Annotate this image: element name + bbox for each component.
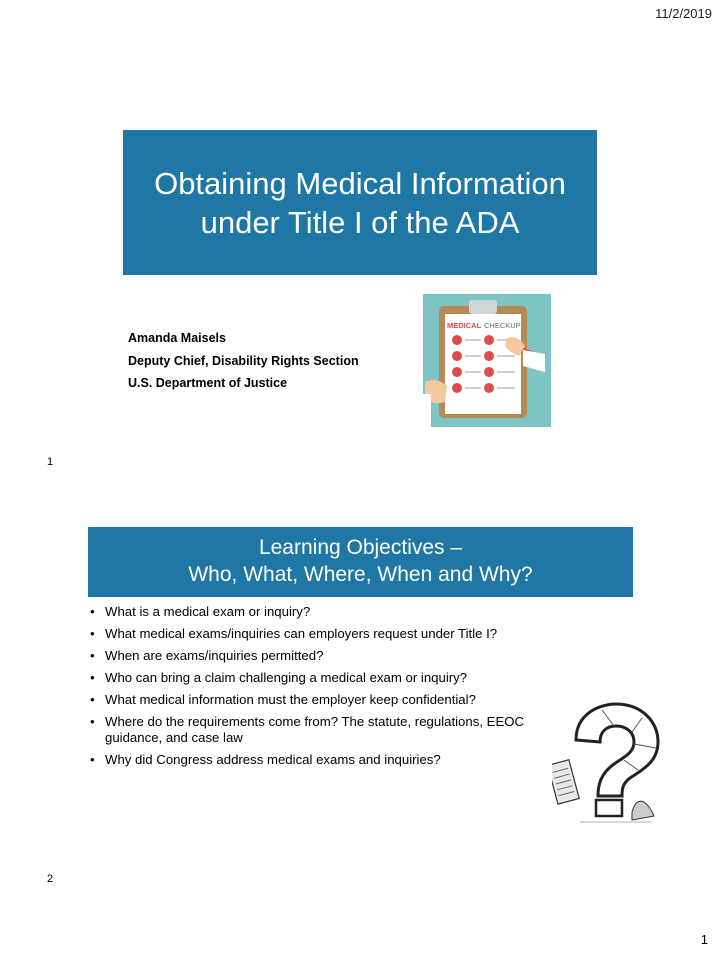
presenter-name: Amanda Maisels <box>128 331 226 345</box>
slide1-title-box <box>123 130 597 275</box>
image-label-checkup: CHECKUP <box>484 321 521 330</box>
slide-number-1: 1 <box>47 456 54 468</box>
objective-item: • What medical information must the employer keep confidential? <box>90 692 550 708</box>
objective-item: • Why did Congress address medical exams and inquiries? <box>90 752 550 768</box>
presenter-org: U.S. Department of Justice <box>128 376 288 390</box>
objective-item: • Where do the requirements come from? The statute, regulations, EEOC guidance, and case law <box>90 714 550 745</box>
question-mark-image <box>552 700 664 824</box>
slide2-title-line2: Who, What, Where, When and Why? <box>188 563 533 586</box>
presenter-role: Deputy Chief, Disability Rights Section <box>128 354 359 368</box>
slide-number-2: 2 <box>47 873 54 885</box>
objective-item: • Who can bring a claim challenging a medical exam or inquiry? <box>90 670 550 686</box>
page-number: 1 <box>700 932 708 947</box>
objective-item: • When are exams/inquiries permitted? <box>90 648 550 664</box>
slide1-title: Obtaining Medical Information under Title I of the ADA <box>154 165 566 240</box>
objective-item: • What medical exams/inquiries can employers request under Title I? <box>90 626 550 642</box>
page-date: 11/2/2019 <box>655 6 712 21</box>
slide2-title-box <box>88 527 633 597</box>
image-label-medical: MEDICAL <box>447 321 482 330</box>
slide2-title-line1: Learning Objectives – <box>258 536 463 559</box>
objectives-list <box>90 604 550 774</box>
medical-checkup-image <box>423 294 551 427</box>
objective-item: • What is a medical exam or inquiry? <box>90 604 550 620</box>
